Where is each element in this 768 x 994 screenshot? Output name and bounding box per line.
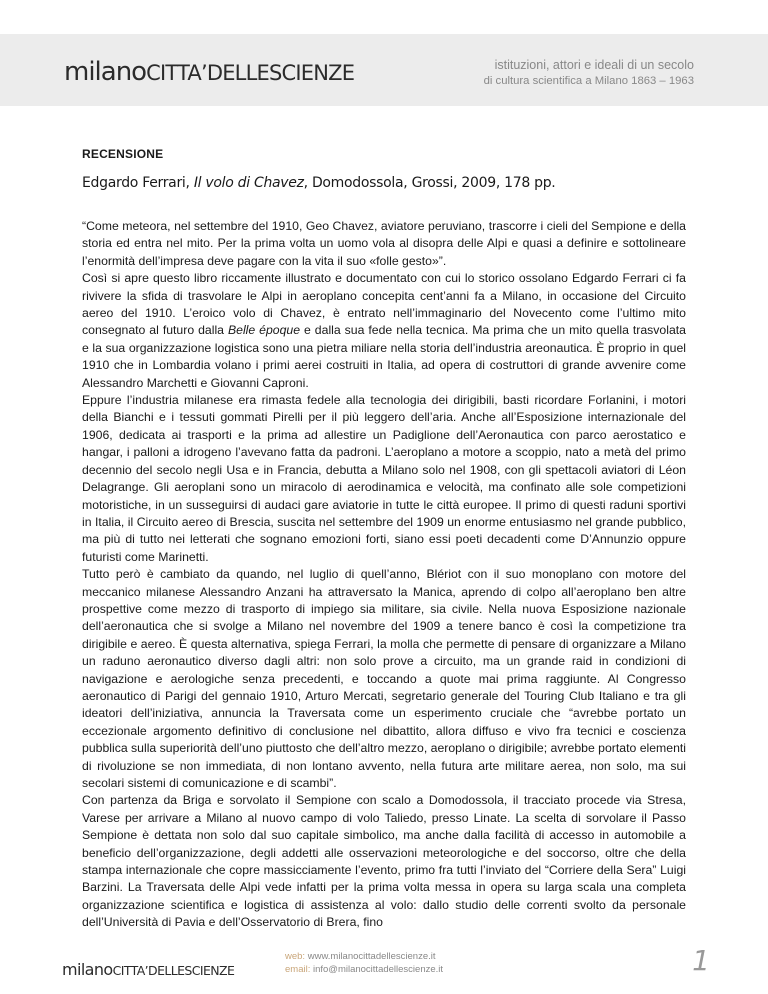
review-body (82, 218, 686, 932)
web-link[interactable]: www.milanocittadellescienze.it (307, 951, 436, 962)
paragraph-2 (82, 270, 686, 392)
brand-logo (64, 57, 354, 87)
footer-contact (285, 950, 443, 976)
brand-upper: CITTA’DELLESCIENZE (146, 61, 355, 85)
page-footer (0, 940, 768, 994)
tagline-line2: di cultura scientifica a Milano 1863 – 1963 (483, 75, 694, 87)
email-link[interactable]: info@milanocittadellescienze.it (312, 964, 444, 975)
header-tagline (484, 57, 694, 89)
footer-brand-logo (62, 960, 234, 979)
reference-author: Edgardo Ferrari, (82, 175, 190, 191)
section-label: RECENSIONE (82, 147, 164, 161)
brand-lower: milano (64, 57, 147, 87)
reference-publication: , Domodossola, Grossi, 2009, 178 pp. (303, 175, 556, 191)
tagline-line1: istituzioni, attori e ideali di un secolo (494, 58, 694, 72)
footer-brand-upper: CITTA’DELLESCIENZE (112, 963, 235, 978)
paragraph-5: Con partenza da Briga e sorvolato il Sempione con scalo a Domodossola, il tracciato procede via Stresa, Varese per arrivare a Milano al nuovo campo di volo Taliedo, presso Linate. La scelta di sorvolare il Passo Sempione è dettata non solo dal suo capitale simbolico, ma anche dalla facilità di accesso in automobile a beneficio dell’organizzazione, degli addetti alle osservazioni meteorologiche e del soccorso, oltre che della stampa internazionale che copre massicciamente l’evento, primo fra tutti l’inviato del “Corriere della Sera” Luigi Barzini. La Traversata delle Alpi vede infatti per la prima volta messa in opera su larga scala una completa organizzazione scientifica e logistica di assistenza al volo: dallo studio delle correnti svolto da personale dell’Università di Pavia e dell’Osservatorio di Brera, fino (82, 793, 686, 930)
page-number: 1 (692, 944, 710, 977)
web-label: web: (285, 951, 306, 962)
paragraph-1: “Come meteora, nel settembre del 1910, Geo Chavez, aviatore peruviano, trascorre i cieli del Sempione e della storia ed entra nel mito. Per la prima volta un uomo vola al disopra delle Alpi e quasi a definire e sottolineare l’enormità dell’impresa deve pagare con la vita il suo «folle gesto»”. (82, 219, 686, 268)
paragraph-2-part-a: Così si apre questo libro riccamente illustrato e documentato con cui lo storico ossolano Edgardo Ferrari ci fa rivivere la sfida di trasvolare le Alpi in aeroplano concepita cent’anni fa a Milano, in occasione del Circuito aereo del 1910. L’eroico volo di Chavez, è entrato nell’immaginario del Novecento come l’ultimo mito consegnato al futuro dalla (82, 271, 686, 338)
paragraph-2-part-b: e dalla sua fede nella tecnica. Ma prima che un mito quella trasvolata e la sua organizzazione logistica sono una pietra miliare nella storia dell’industria areonautica. È proprio in quel 1910 che in Lombardia volano i primi aerei costruiti in Italia, ad opera di costruttori di grande avvenire come Alessandro Marchetti e Giovanni Caproni. (82, 323, 687, 390)
paragraph-4: Tutto però è cambiato da quando, nel luglio di quell’anno, Blériot con il suo monoplano con motore del meccanico milanese Alessandro Anzani ha attraversato la Manica, aprendo di colpo all’aeroplano ben altre prospettive come mezzo di trasporto di impiego sia militare, sia civile. Nella nuova Esposizione nazionale dell’aeronautica che si svolge a Milano nel novembre del 1909 a tenere banco è così la competizione tra dirigibile e aereo. È questa alternativa, spiega Ferrari, la molla che permette di pensare di organizzare a Milano un raduno aeronautico diverso dagli altri: non solo prove a circuito, ma un grande raid in condizioni di navigazione e aerologiche senza precedenti, e toccando a quote mai prima raggiunte. Al Congresso aeronautico di Parigi del gennaio 1910, Arturo Mercati, segretario generale del Touring Club Italiano e tra gli ideatori dell’iniziativa, annuncia la Traversata come un esperimento cruciale che “avrebbe portato un eccezionale argomento definitivo di conclusione nel dibattito, allora diffuso e vivo fra tecnici e coscienza pubblica sulla superiorità dell’uno piuttosto che dell’altro mezzo, aeroplano o dirigibile; avrebbe portato elementi di rivoluzione se non immediata, di non lontano avvento, nella futura arte militare aerea, non solo, ma sui secolari sistemi di comunicazione e di scambi”. (82, 567, 687, 790)
footer-brand-lower: milano (62, 960, 113, 979)
reference-title: Il volo di Chavez (193, 175, 304, 191)
email-label: email: (285, 964, 311, 975)
paragraph-3: Eppure l’industria milanese era rimasta fedele alla tecnologia dei dirigibili, basti ricordare Forlanini, i motori della Bianchi e i tessuti gommati Pirelli per il più leggero dell’aria. Anche all’Esposizione internazionale del 1906, dedicata ai trasporti e la prima ad allestire un Padiglione dell’Aeronautica con parco aerostatico e hangar, i palloni a idrogeno l’avevano fatta da padroni. L’aeroplano a motore a scoppio, nato a metà del primo decennio del secolo negli Usa e in Francia, debutta a Milano solo nel 1908, con gli spettacoli aviatori di Léon Delagrange. Gli aeroplani sono un miracolo di aerodinamica e velocità, ma confinato alle sole competizioni motoristiche, in un susseguirsi di audaci gare aviatorie in tutte le città europee. Il primo di questi raduni sportivi in Italia, il Circuito aereo di Brescia, suscita nel settembre del 1909 un enorme entusiasmo nel grande pubblico, ma più di tutto nei letterati che sognano emozioni forti, siano essi poeti decadenti come D’Annunzio oppure futuristi come Marinetti. (82, 393, 686, 564)
paragraph-2-emphasis: Belle époque (227, 323, 301, 338)
book-reference (82, 175, 555, 191)
